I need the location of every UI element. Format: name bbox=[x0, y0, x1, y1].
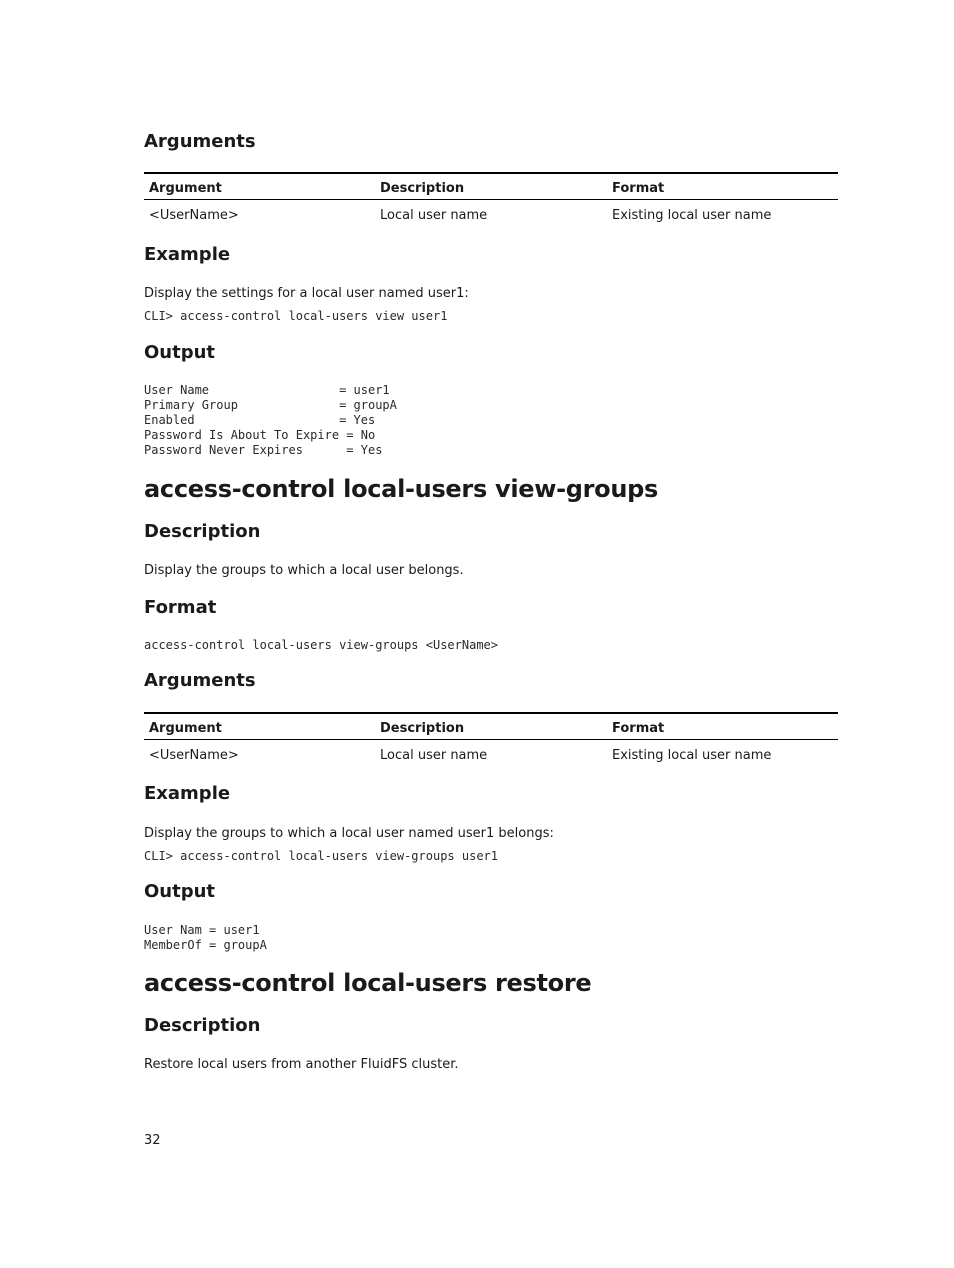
example-heading-2: Example bbox=[144, 783, 231, 804]
description-text: Display the groups to which a local user belongs. bbox=[144, 563, 464, 578]
section-title-view-groups: access-control local-users view-groups bbox=[144, 475, 659, 503]
table-header-row bbox=[144, 172, 838, 200]
example-text: Display the settings for a local user named user1: bbox=[144, 286, 469, 301]
description-heading-2: Description bbox=[144, 1015, 261, 1036]
cell-description: Local user name bbox=[380, 747, 488, 763]
format-code: access-control local-users view-groups <UserName> bbox=[144, 638, 499, 652]
output-heading-2: Output bbox=[144, 881, 216, 902]
description-heading: Description bbox=[144, 521, 261, 542]
example-text-2: Display the groups to which a local user named user1 belongs: bbox=[144, 826, 554, 841]
table-row bbox=[144, 200, 838, 226]
description-text-2: Restore local users from another FluidFS cluster. bbox=[144, 1057, 459, 1072]
header-description: Description bbox=[380, 181, 465, 196]
cell-argument: <UserName> bbox=[149, 747, 239, 763]
arguments-heading-2: Arguments bbox=[144, 670, 256, 691]
example-code-2: CLI> access-control local-users view-groups user1 bbox=[144, 849, 499, 863]
output-code-2: User Nam = user1 MemberOf = groupA bbox=[144, 923, 267, 952]
header-format: Format bbox=[612, 181, 665, 196]
header-argument: Argument bbox=[149, 721, 222, 736]
arguments-table bbox=[144, 172, 838, 226]
cell-description: Local user name bbox=[380, 207, 488, 223]
table-row bbox=[144, 740, 838, 766]
header-description: Description bbox=[380, 721, 465, 736]
table-header-row bbox=[144, 712, 838, 740]
section-title-restore: access-control local-users restore bbox=[144, 969, 592, 997]
format-heading: Format bbox=[144, 597, 217, 618]
header-argument: Argument bbox=[149, 181, 222, 196]
header-format: Format bbox=[612, 721, 665, 736]
arguments-heading: Arguments bbox=[144, 131, 256, 152]
cell-format: Existing local user name bbox=[612, 747, 772, 763]
example-heading: Example bbox=[144, 244, 231, 265]
output-heading: Output bbox=[144, 342, 216, 363]
example-code: CLI> access-control local-users view user1 bbox=[144, 309, 448, 323]
cell-argument: <UserName> bbox=[149, 207, 239, 223]
cell-format: Existing local user name bbox=[612, 207, 772, 223]
page-number: 32 bbox=[144, 1133, 161, 1148]
arguments-table-2 bbox=[144, 712, 838, 766]
output-code: User Name = user1 Primary Group = groupA Enabled = Yes Password Is About To Expire = No Password Never Expires = Yes bbox=[144, 383, 397, 457]
